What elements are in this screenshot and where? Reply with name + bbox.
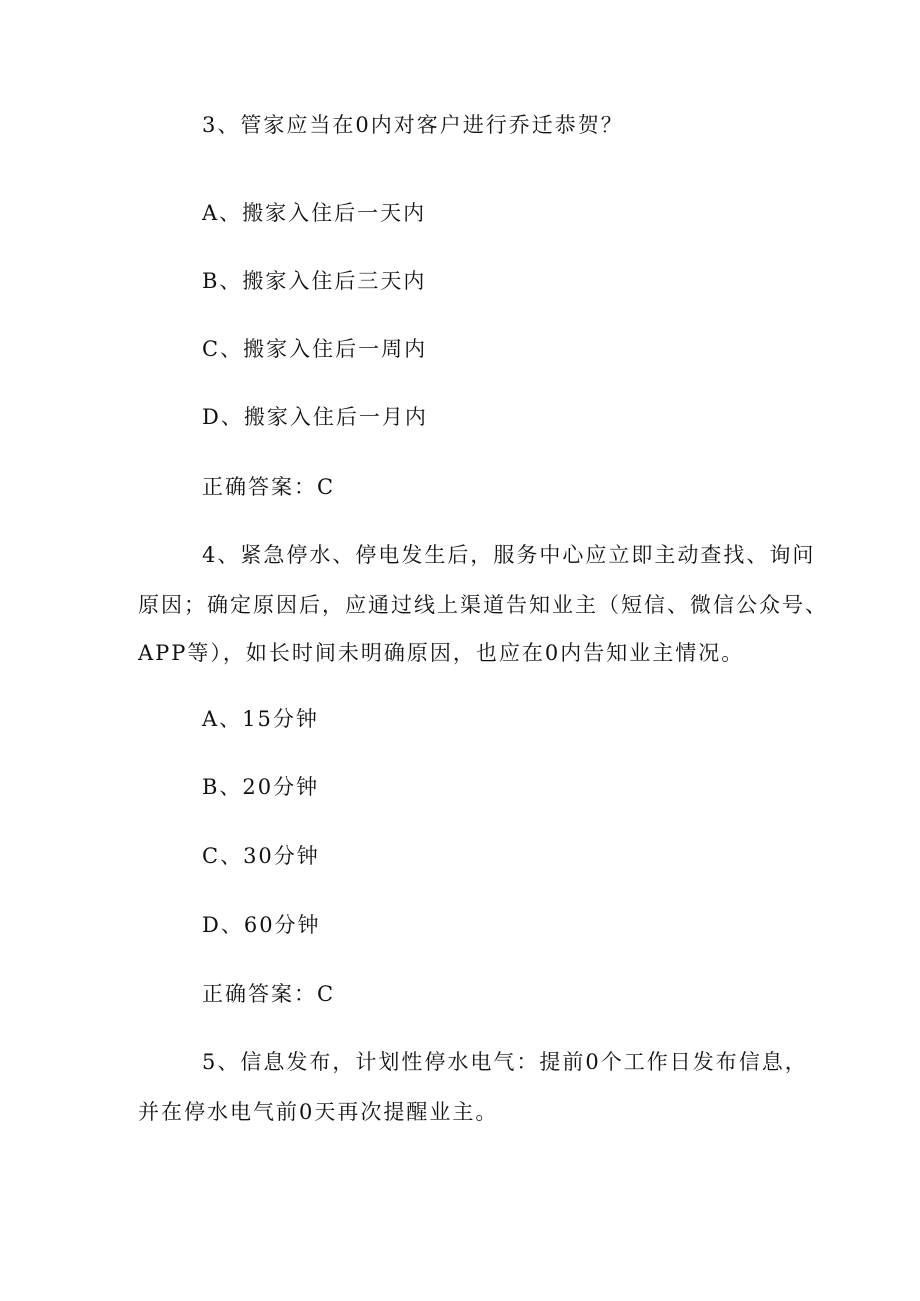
question-3-option-d: D、搬家入住后一月内	[202, 405, 428, 429]
question-4-option-d: D、60分钟	[202, 913, 321, 937]
question-4-text-line-3: APP等），如长时间未明确原因，也应在0内告知业主情况。	[138, 641, 745, 665]
question-4-text-line-2: 原因；确定原因后，应通过线上渠道告知业主（短信、微信公众号、	[138, 593, 828, 617]
question-3-option-b: B、搬家入住后三天内	[202, 269, 427, 293]
question-3-answer: 正确答案：C	[202, 475, 336, 499]
question-3-option-a: A、搬家入住后一天内	[202, 201, 427, 225]
question-4-option-a: A、15分钟	[202, 707, 319, 731]
question-5-text-line-1: 5、信息发布，计划性停水电气：提前0个工作日发布信息，	[202, 1050, 808, 1074]
question-4-text-line-1: 4、紧急停水、停电发生后，服务中心应立即主动查找、询问	[202, 543, 816, 567]
question-5-text-line-2: 并在停水电气前0天再次提醒业主。	[138, 1100, 499, 1124]
question-4-option-b: B、20分钟	[202, 775, 320, 799]
question-4-option-c: C、30分钟	[202, 844, 320, 868]
question-3-option-c: C、搬家入住后一周内	[202, 337, 428, 361]
question-4-answer: 正确答案：C	[202, 982, 336, 1006]
question-3-text: 3、管家应当在0内对客户进行乔迁恭贺？	[202, 113, 624, 137]
